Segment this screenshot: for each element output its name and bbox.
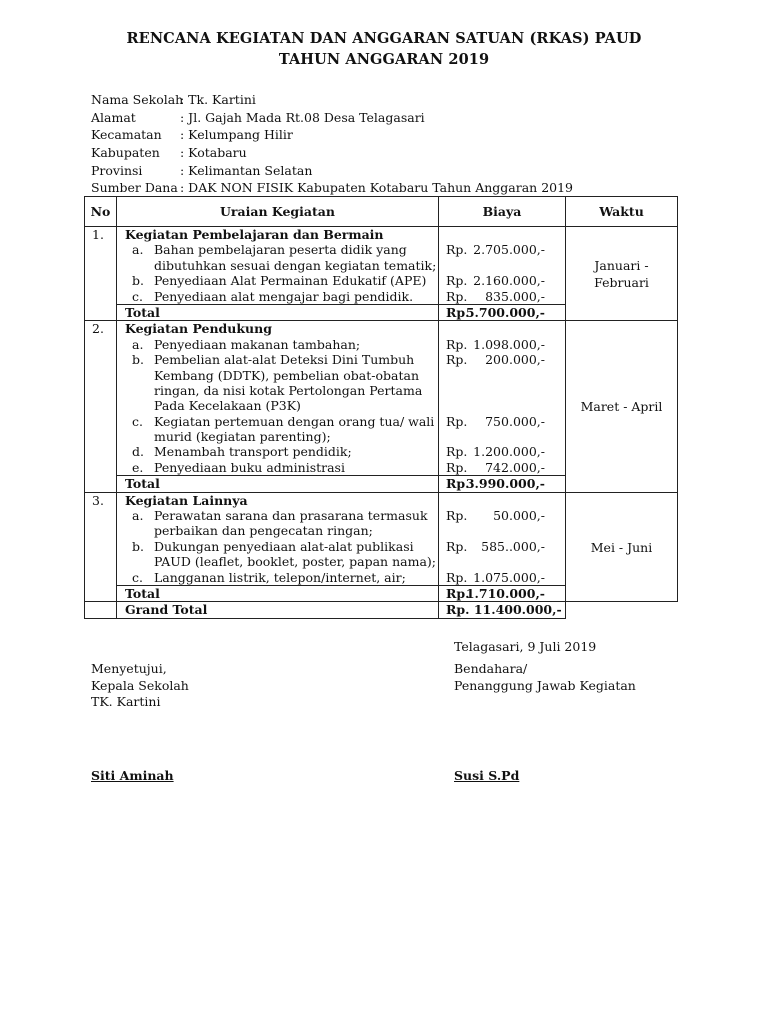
list-item [125,242,438,257]
section-costs [439,227,566,305]
grand-total-value-cell [439,602,566,618]
list-item [125,289,438,304]
cost-amount: 1.200.000,- [473,444,545,460]
info-value: : Kelumpang Hilir [180,127,293,143]
currency: Rp. [446,476,470,492]
section-row [85,492,678,585]
list-item [125,444,438,459]
section-waktu [566,321,678,492]
right-signatory-name: Susi S.Pd [454,768,520,783]
currency: Rp. [446,288,468,304]
section-items [117,227,439,305]
total-amount: 3.990.000,- [465,476,545,492]
total-label-cell [117,585,439,601]
grand-total-label: Grand Total [125,602,208,618]
currency: Rp. [446,304,470,320]
grand-total-row [85,602,678,618]
item-text: Penyediaan alat mengajar bagi pendidik. [154,288,414,304]
item-text: perbaikan dan pengecatan ringan; [154,523,373,539]
currency: Rp. [446,444,468,460]
cost-line [439,444,565,459]
waktu-text: Januari - [594,257,649,273]
list-item-cont [125,383,438,398]
currency: Rp. [446,459,468,475]
section-costs [439,321,566,476]
currency: Rp. [446,273,468,289]
section-costs [439,492,566,585]
info-value: : Kotabaru [180,145,247,161]
right-sign-line: Penanggung Jawab Kegiatan [454,677,636,693]
cost-amount: 2.705.000,- [473,242,545,258]
info-label: Nama Sekolah [91,92,184,107]
total-value-cell [439,585,566,601]
header-uraian: Uraian Kegiatan [117,197,439,227]
grand-total-blank [566,602,678,618]
item-letter: e. [132,459,144,475]
header-biaya: Biaya [439,197,566,227]
item-text: Kegiatan pertemuan dengan orang tua/ wali [154,413,435,429]
item-text: Pembelian alat-alat Deteksi Dini Tumbuh [154,352,415,368]
list-item-cont [125,554,438,569]
waktu-text: Mei - Juni [590,539,653,555]
total-label-cell [117,304,439,320]
item-letter: c. [132,413,143,429]
section-number [85,321,117,492]
cost-line [439,352,565,367]
info-label: Sumber Dana [91,180,178,196]
info-label: Provinsi [91,162,143,178]
section-items [117,492,439,585]
waktu-text: Maret - April [580,398,663,414]
grand-total-empty-cell [85,602,117,618]
cost-amount: 750.000,- [485,413,545,429]
item-text: Dukungan penyediaan alat-alat publikasi [154,538,414,554]
item-text: Pada Kecelakaan (P3K) [154,398,301,414]
left-sign-line: Kepala Sekolah [91,677,189,693]
total-value-cell [439,304,566,320]
cost-amount: 50.000,- [493,508,545,524]
section-number-text: 1. [92,227,104,242]
section-number-text: 2. [92,321,104,337]
left-sign-line: TK. Kartini [91,694,161,709]
right-sign-line: Bendahara/ [454,661,528,676]
total-label: Total [125,476,160,492]
item-letter: a. [132,336,144,352]
list-item [125,460,438,475]
item-text: ringan, da nisi kotak Pertolongan Pertama [154,382,423,398]
currency: Rp. [446,538,468,554]
left-sign-line: Menyetujui, [91,661,167,676]
info-value: : DAK NON FISIK Kabupaten Kotabaru Tahun Anggaran 2019 [180,180,574,196]
document-title: RENCANA KEGIATAN DAN ANGGARAN SATUAN (RKAS) PAUD [126,30,642,47]
place-date: Telagasari, 9 Juli 2019 [454,639,597,654]
currency: Rp. [446,508,468,524]
list-item-cont [125,258,438,273]
cost-line [439,337,565,352]
section-heading: Kegiatan Lainnya [125,492,248,508]
left-signatory-name: Siti Aminah [91,768,174,783]
header-waktu: Waktu [566,197,678,227]
item-letter: c. [132,569,143,585]
info-label: Kabupaten [91,145,160,161]
currency: Rp. [446,352,468,368]
item-letter: a. [132,508,144,524]
info-value: : Tk. Kartini [180,92,256,107]
info-label: Kecamatan [91,127,162,143]
currency: Rp. [446,242,468,258]
list-item [125,570,438,585]
header-no: No [85,197,117,227]
document-subtitle: TAHUN ANGGARAN 2019 [278,51,490,68]
list-item [125,539,438,554]
cost-amount: 585..000,- [481,538,545,554]
list-item-cont [125,429,438,444]
info-value: : Jl. Gajah Mada Rt.08 Desa Telagasari [180,109,425,125]
total-value-cell [439,476,566,492]
section-number [85,492,117,602]
item-letter: b. [132,273,144,289]
section-heading: Kegiatan Pendukung [125,321,272,337]
budget-table [84,196,678,619]
item-text: murid (kegiatan parenting); [154,429,331,445]
item-text: Bahan pembelajaran peserta didik yang [154,242,407,258]
item-letter: c. [132,288,143,304]
cost-amount: 742.000,- [485,459,545,475]
item-text: Penyediaan buku administrasi [154,459,345,475]
section-waktu [566,492,678,602]
item-text: Penyediaan makanan tambahan; [154,336,361,352]
cost-line [439,570,565,585]
item-letter: a. [132,242,144,258]
item-text: Kembang (DDTK), pembelian obat-obatan [154,367,420,383]
section-number [85,227,117,321]
cost-amount: 835.000,- [485,288,545,304]
grand-total-label-cell [117,602,439,618]
cost-line [439,539,565,554]
list-item-cont [125,398,438,413]
list-item [125,414,438,429]
table-header-row [85,197,678,227]
cost-line [439,460,565,475]
grand-total-value: Rp. 11.400.000,- [446,602,562,618]
currency: Rp. [446,413,468,429]
item-letter: b. [132,538,144,554]
waktu-text: Februari [594,274,649,290]
currency: Rp. [446,336,468,352]
section-heading: Kegiatan Pembelajaran dan Bermain [125,227,384,242]
cost-line [439,508,565,523]
total-label: Total [125,585,160,601]
item-letter: d. [132,444,144,460]
section-waktu [566,227,678,321]
list-item [125,273,438,288]
total-label-cell [117,476,439,492]
section-row [85,321,678,476]
item-text: Langganan listrik, telepon/internet, air; [154,569,406,585]
list-item [125,337,438,352]
right-signature-block [454,661,636,694]
cost-line [439,273,565,288]
info-label: Alamat [91,109,136,125]
item-text: dibutuhkan sesuai dengan kegiatan tematik; [154,257,437,273]
item-text: Menambah transport pendidik; [154,444,352,460]
total-amount: 1.710.000,- [465,585,545,601]
total-amount: 5.700.000,- [465,304,545,320]
section-number-text: 3. [92,492,104,508]
cost-line [439,242,565,257]
section-items [117,321,439,476]
list-item [125,352,438,367]
item-text: Perawatan sarana dan prasarana termasuk [154,508,428,524]
cost-amount: 2.160.000,- [473,273,545,289]
list-item-cont [125,523,438,538]
cost-amount: 200.000,- [485,352,545,368]
item-letter: b. [132,352,144,368]
list-item [125,508,438,523]
info-value: : Kelimantan Selatan [180,162,313,178]
currency: Rp. [446,585,470,601]
cost-line [439,414,565,429]
cost-amount: 1.098.000,- [473,336,545,352]
item-text: Penyediaan Alat Permainan Edukatif (APE) [154,273,427,289]
section-row [85,227,678,305]
cost-line [439,289,565,304]
cost-amount: 1.075.000,- [473,569,545,585]
left-signature-block [91,661,189,711]
list-item-cont [125,368,438,383]
item-text: PAUD (leaflet, booklet, poster, papan nama); [154,554,436,570]
currency: Rp. [446,569,468,585]
total-label: Total [125,304,160,320]
